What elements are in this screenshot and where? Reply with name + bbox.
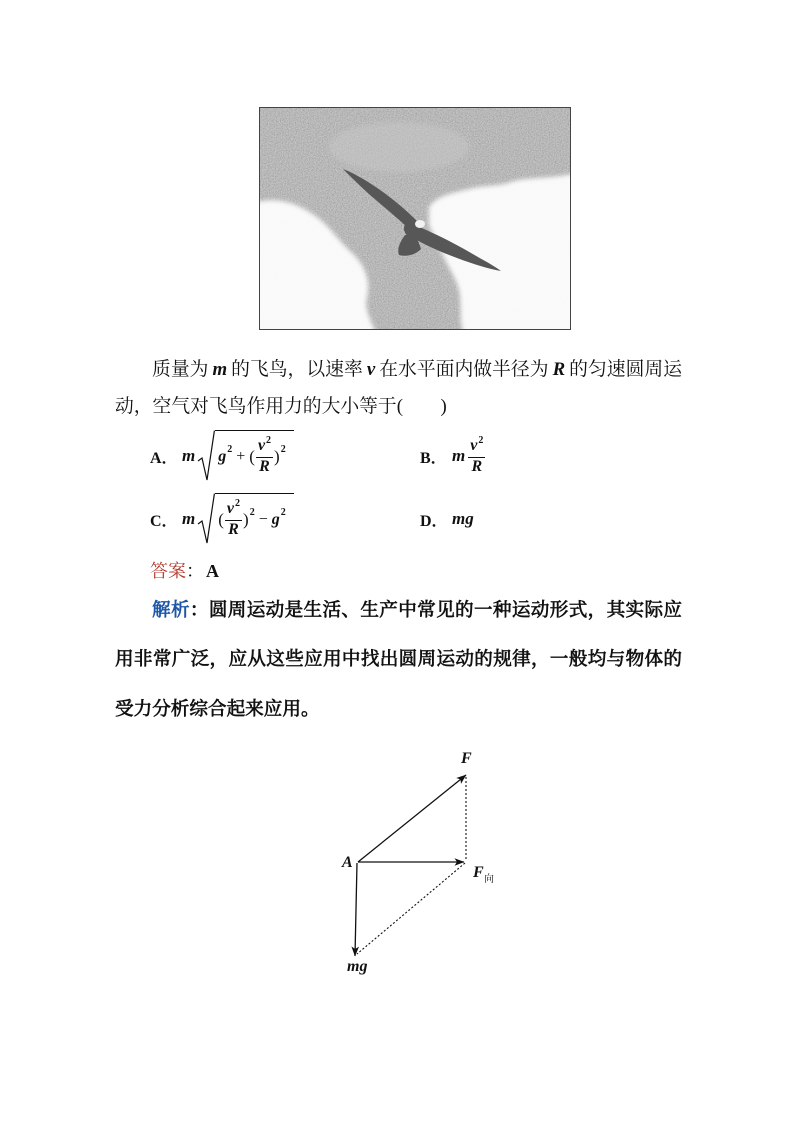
radicand xyxy=(215,493,293,545)
analysis-label: 解析 xyxy=(152,600,190,621)
bird-photo xyxy=(259,107,571,330)
plus-sign: + xyxy=(236,447,246,465)
exponent: 2 xyxy=(235,498,241,509)
option-label: C． xyxy=(150,512,178,530)
mass-symbol: m xyxy=(182,509,196,528)
exponent: 2 xyxy=(266,435,272,446)
square-root xyxy=(197,493,293,545)
force-diagram-svg xyxy=(320,740,520,985)
exponent: 2 xyxy=(280,507,286,518)
question-line-2: 动，空气对飞鸟作用力的大小等于( ) xyxy=(115,396,447,417)
option-label: A． xyxy=(150,449,178,467)
bird-head xyxy=(415,220,425,228)
bird-photo-image xyxy=(259,107,571,330)
denominator: R xyxy=(228,521,239,538)
centripetal-force-subscript: 向 xyxy=(484,874,494,885)
gravity-symbol: g xyxy=(218,447,227,465)
radical-sign-icon xyxy=(197,430,215,482)
speed-symbol: v xyxy=(257,437,266,454)
question-text: 质量为 xyxy=(152,359,209,380)
question-text: 的飞鸟，以速率 xyxy=(231,359,363,380)
minus-sign: − xyxy=(258,510,268,528)
numerator xyxy=(225,500,242,521)
analysis-separator: ： xyxy=(189,600,209,621)
resultant-force-label: F xyxy=(461,750,472,767)
mass-symbol: m xyxy=(452,446,466,465)
analysis-line-1 xyxy=(152,598,682,624)
right-paren: ) xyxy=(243,509,249,529)
option-a xyxy=(150,428,294,484)
force-diagram xyxy=(320,740,520,985)
question-line-1 xyxy=(152,358,682,382)
analysis-line-2: 用非常广泛，应从这些应用中找出圆周运动的规律，一般均与物体的 xyxy=(115,649,682,670)
answer-label: 答案 xyxy=(150,561,186,581)
fraction xyxy=(256,437,273,476)
option-b xyxy=(420,428,486,484)
weight-expression: mg xyxy=(452,509,474,528)
mass-variable: m xyxy=(212,359,228,380)
speed-symbol: v xyxy=(226,500,235,517)
left-paren: ( xyxy=(218,509,224,529)
gravity-label: mg xyxy=(347,958,368,975)
denominator: R xyxy=(259,458,270,475)
centripetal-force-label: F xyxy=(473,864,484,881)
radical-sign-icon xyxy=(197,493,215,545)
numerator xyxy=(468,434,485,458)
exponent: 2 xyxy=(227,444,233,455)
point-label: A xyxy=(342,854,353,871)
square-root xyxy=(197,430,293,482)
answer-line xyxy=(150,559,219,583)
option-c xyxy=(150,491,294,547)
fraction xyxy=(225,500,242,539)
answer-separator: ： xyxy=(186,561,204,581)
analysis-text: 圆周运动是生活、生产中常见的一种运动形式，其实际应 xyxy=(208,600,682,621)
dotted-diagonal-line xyxy=(357,863,465,954)
sky-light-patch xyxy=(329,122,469,172)
right-paren: ) xyxy=(274,446,280,466)
gravity-arrow xyxy=(355,863,357,956)
analysis-line-3: 受力分析综合起来应用。 xyxy=(115,699,320,720)
fraction xyxy=(468,434,485,476)
exponent: 2 xyxy=(478,434,484,446)
left-paren: ( xyxy=(249,446,255,466)
numerator xyxy=(256,437,273,458)
denominator: R xyxy=(471,457,483,475)
option-d xyxy=(420,491,476,547)
radicand xyxy=(215,430,293,482)
option-label: B． xyxy=(420,449,447,467)
gravity-symbol: g xyxy=(271,510,280,528)
option-label: D． xyxy=(420,512,448,530)
speed-variable: v xyxy=(366,359,376,380)
question-text: 在水平面内做半径为 xyxy=(379,359,549,380)
resultant-force-arrow xyxy=(358,775,466,862)
exponent: 2 xyxy=(249,507,255,518)
exponent: 2 xyxy=(280,444,286,455)
speed-symbol: v xyxy=(470,436,478,454)
answer-value: A xyxy=(206,561,219,581)
radius-variable: R xyxy=(552,359,566,380)
question-text: 的匀速圆周运 xyxy=(569,359,683,380)
mass-symbol: m xyxy=(182,446,196,465)
